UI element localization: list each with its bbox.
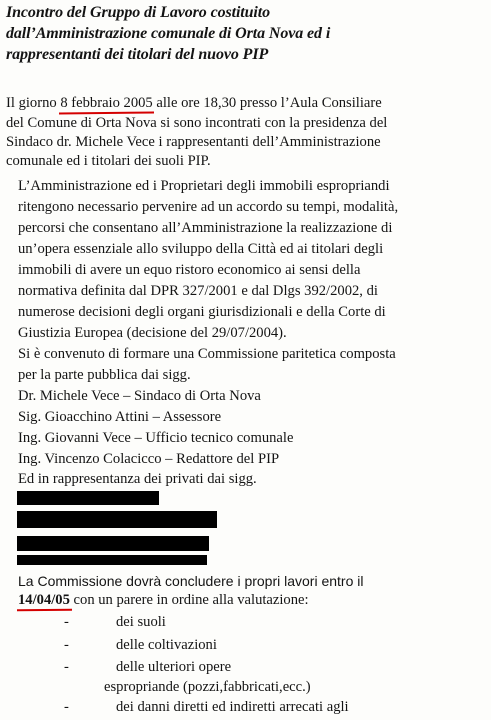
body-line: Ed in rappresentanza dei privati dai sigg. [18, 471, 257, 487]
title-line: rappresentanti dei titolari del nuovo PIP [6, 46, 269, 63]
redaction-bar [17, 511, 217, 528]
meeting-date: 8 febbraio 2005 [60, 95, 153, 111]
intro-line-2: del Comune di Orta Nova si sono incontrati con la presidenza del [6, 115, 388, 131]
list-dash: - [64, 614, 69, 630]
commission-line-2 [18, 591, 309, 610]
body-line: normativa definita dal DPR 327/2001 e dal Dlgs 392/2002, di [18, 283, 378, 299]
intro-prefix: Il giorno [6, 95, 61, 111]
document-title [6, 2, 486, 65]
redaction-bar [17, 536, 209, 551]
intro-rest: alle ore 18,30 presso l’Aula Consiliare [152, 95, 382, 111]
member-line: Ing. Giovanni Vece – Ufficio tecnico comunale [18, 430, 294, 446]
body-line: percorsi che consentano all’Amministrazione la realizzazione di [18, 220, 393, 236]
redaction-bar [17, 555, 207, 565]
intro-line-1 [6, 94, 382, 113]
list-item-continuation: espropriande (pozzi,fabbricati,ecc.) [104, 679, 311, 695]
member-line: Dr. Michele Vece – Sindaco di Orta Nova [18, 388, 261, 404]
list-item: delle ulteriori opere [116, 659, 232, 675]
list-item: dei danni diretti ed indiretti arrecati agli [116, 699, 349, 715]
body-line: Si è convenuto di formare una Commissione paritetica composta [18, 346, 396, 362]
body-line: Giustizia Europea (decisione del 29/07/2004). [18, 325, 287, 341]
commission-rest: con un parere in ordine alla valutazione: [69, 592, 309, 608]
body-line: per la parte pubblica dai sigg. [18, 367, 191, 383]
body-line: numerose decisioni degli organi giurisdizionali e della Corte di [18, 304, 386, 320]
list-dash: - [64, 659, 69, 675]
body-line: ritengono necessario pervenire ad un accordo su tempi, modalità, [18, 199, 399, 215]
list-dash: - [64, 699, 69, 715]
body-line: L’Amministrazione ed i Proprietari degli immobili espropriandi [18, 178, 390, 194]
member-line: Sig. Gioacchino Attini – Assessore [18, 409, 222, 425]
deadline-date: 14/04/05 [18, 592, 70, 608]
body-line: un’opera essenziale allo sviluppo della Città ed ai titolari degli [18, 241, 384, 257]
title-line: Incontro del Gruppo di Lavoro costituito [6, 4, 271, 21]
title-line: dall’Amministrazione comunale di Orta Nova ed i [6, 25, 331, 42]
commission-line-1: La Commissione dovrà concludere i propri lavori entro il [18, 573, 364, 589]
list-dash: - [64, 637, 69, 653]
body-line: immobili di avere un equo ristoro economico ai sensi della [18, 262, 361, 278]
redaction-bar [17, 491, 159, 505]
intro-line-4: comunale ed i titolari dei suoli PIP. [6, 153, 211, 169]
intro-line-3: Sindaco dr. Michele Vece i rappresentanti dell’Amministrazione [6, 134, 381, 150]
member-line: Ing. Vincenzo Colacicco – Redattore del PIP [18, 451, 280, 467]
list-item: delle coltivazioni [116, 637, 217, 653]
list-item: dei suoli [116, 614, 166, 630]
